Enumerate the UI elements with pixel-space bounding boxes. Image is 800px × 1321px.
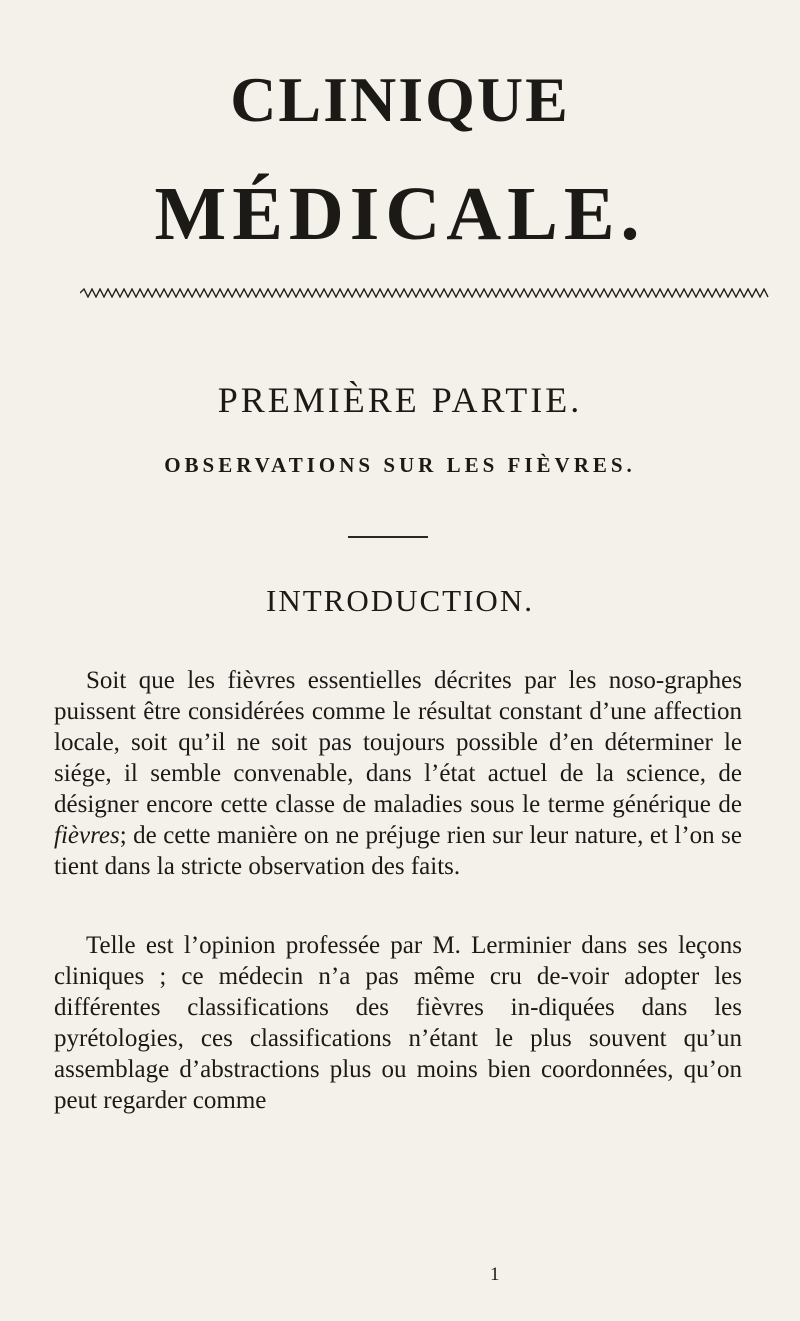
part-title: PREMIÈRE PARTIE.: [217, 380, 583, 420]
section-title: INTRODUCTION.: [266, 583, 534, 618]
book-title-line-1: CLINIQUE: [230, 64, 570, 135]
part-subtitle: OBSERVATIONS SUR LES FIÈVRES.: [164, 453, 636, 477]
page-number: 1: [490, 1264, 500, 1285]
paragraph-1-text-start: Soit que les fièvres essentielles décrites par les noso-graphes puissent être considérées comme le résultat constant d’une affection locale, soit qu’il ne soit pas toujours possible d’en déterminer le siége, il semble convenable, dans l’état actuel de la science, de désigner encore cette classe de maladies sous le terme générique de: [54, 667, 742, 818]
body-paragraph-2: Telle est l’opinion professée par M. Lerminier dans ses leçons cliniques ; ce médecin n’a pas même cru de-voir adopter les différentes classifications des fièvres in-diquées dans les pyrétologies, ces classifications n’étant le plus souvent qu’un assemblage d’abstractions plus ou moins bien coordonnées, qu’on peut regarder comme: [54, 932, 742, 1114]
paragraph-1-italic-term: fièvres: [54, 822, 120, 849]
body-paragraph-1: [54, 665, 742, 882]
short-divider: [348, 536, 428, 538]
book-title-line-2: MÉDICALE.: [154, 172, 646, 256]
paragraph-1-text-end: ; de cette manière on ne préjuge rien sur leur nature, et l’on se tient dans la stricte observation des faits.: [54, 822, 742, 880]
ornamental-rule: [80, 288, 770, 298]
